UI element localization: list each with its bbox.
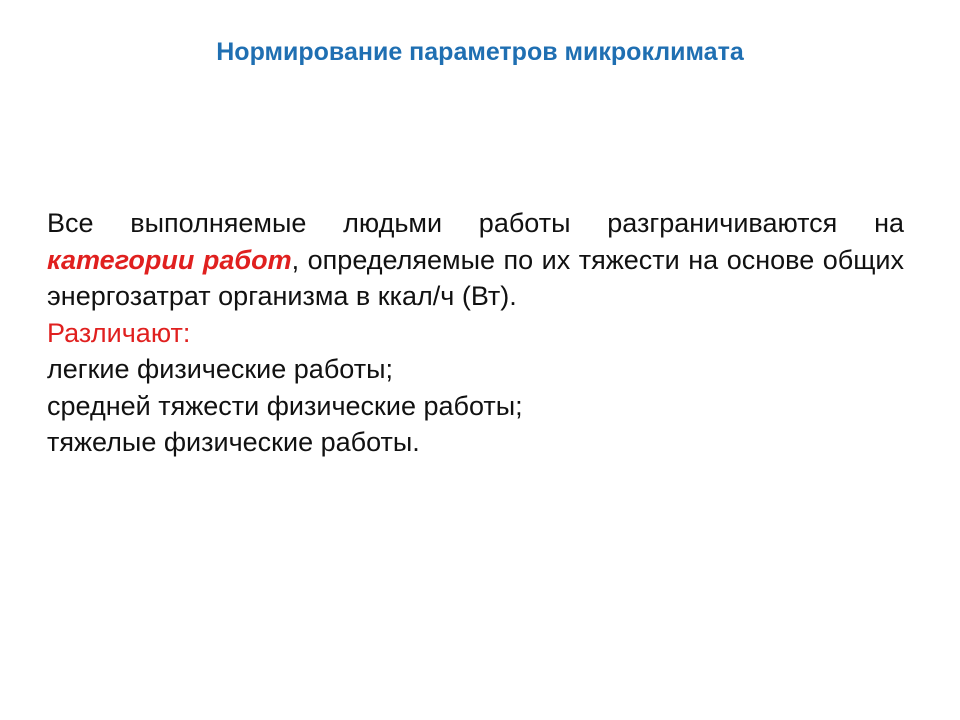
intro-text-before: Все выполняемые людьми работы разграничиваются на	[47, 208, 904, 238]
list-item-medium-work: средней тяжести физические работы;	[47, 390, 523, 421]
intro-paragraph	[47, 205, 904, 315]
distinguish-label: Различают:	[47, 317, 191, 348]
slide-title: Нормирование параметров микроклимата	[216, 38, 744, 66]
slide-body	[47, 205, 904, 461]
list-item-heavy-work: тяжелые физические работы.	[47, 427, 420, 457]
list-item-light-work: легкие физические работы;	[47, 354, 393, 384]
intro-emphasis: категории работ	[47, 244, 292, 275]
intro-text-after: , определяемые по их тяжести на основе общих энергозатрат организма в ккал/ч (Вт).	[47, 244, 904, 311]
